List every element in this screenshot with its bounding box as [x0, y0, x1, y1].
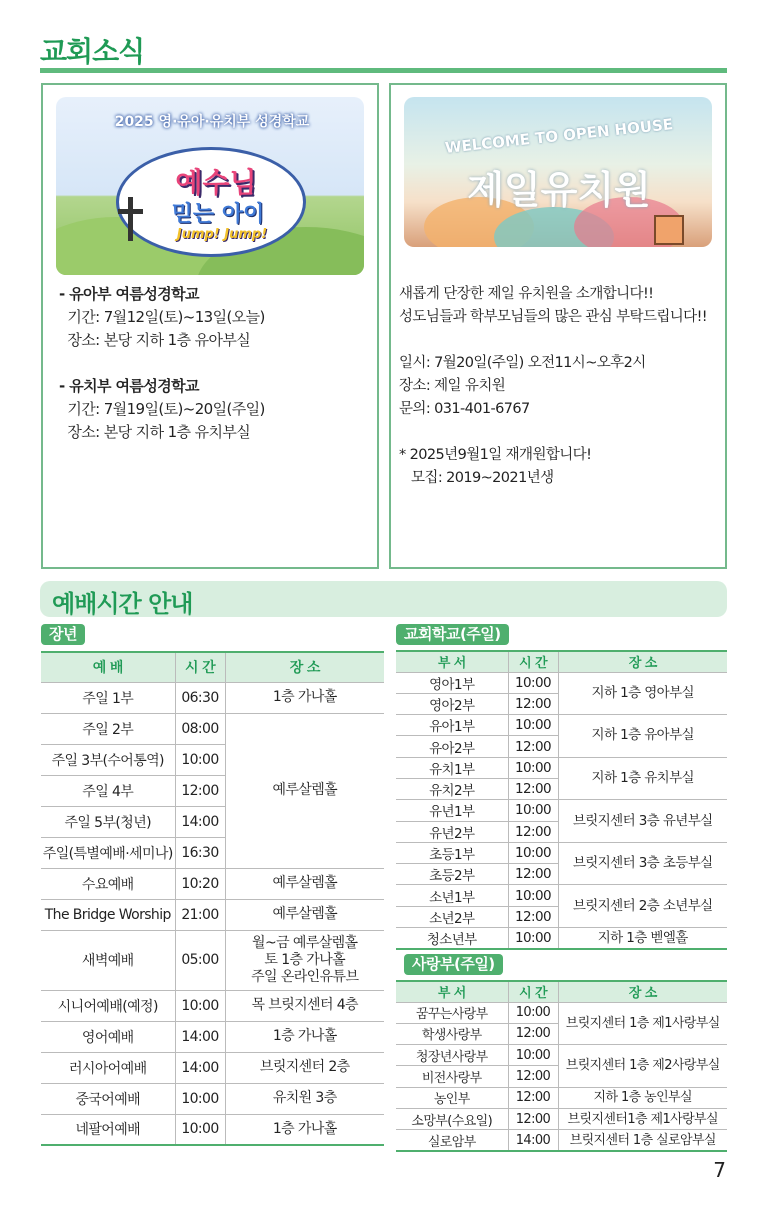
row-time: 10:00 — [508, 885, 558, 906]
worship-table — [41, 651, 384, 1146]
school-table — [396, 650, 727, 950]
row-place: 지하 1층 농인부실 — [558, 1087, 727, 1108]
row-time: 10:00 — [508, 757, 558, 778]
kindergarten-detail-line: * 2025년9월1일 재개원합니다! — [399, 447, 592, 463]
page-number: 7 — [713, 1158, 726, 1182]
row-name: 수요예배 — [41, 868, 175, 899]
row-name: 꿈꾸는사랑부 — [396, 1002, 508, 1023]
love-table — [396, 980, 727, 1152]
kindergarten-detail-line: 모집: 2019~2021년생 — [399, 470, 554, 486]
kindergarten-details — [399, 283, 707, 490]
row-name: 중국어예배 — [41, 1083, 175, 1114]
vbs-card — [41, 83, 379, 569]
row-time: 10:00 — [175, 744, 225, 775]
welcome-text: WELCOME TO OPEN HOUSE — [444, 115, 674, 157]
row-place: 브릿지센터 1층 제2사랑부실 — [558, 1045, 727, 1088]
table-row — [396, 715, 727, 736]
column-header: 장 소 — [558, 651, 727, 672]
row-time: 12:00 — [508, 1108, 558, 1129]
poster-main-text-2: 믿는 아이 — [171, 202, 265, 227]
row-time: 10:00 — [175, 1083, 225, 1114]
open-house-image — [404, 97, 712, 247]
row-name: 청장년사랑부 — [396, 1045, 508, 1066]
table-row — [396, 757, 727, 778]
row-name: 주일 3부(수어통역) — [41, 744, 175, 775]
kindergarten-name-text: 제일유치원 — [467, 168, 651, 212]
row-time: 12:00 — [508, 693, 558, 714]
vbs-detail-line: 기간: 7월19일(토)~20일(주일) — [59, 400, 265, 418]
poster-arc-text: 2025 영·유아·유치부 성경학교 — [114, 114, 310, 130]
row-name: 영아2부 — [396, 693, 508, 714]
table-row — [41, 713, 384, 744]
worship-label: 장년 — [41, 624, 85, 645]
row-time: 12:00 — [508, 821, 558, 842]
row-name: 초등2부 — [396, 864, 508, 885]
row-time: 14:00 — [508, 1130, 558, 1151]
kindergarten-detail-line: 문의: 031-401-6767 — [399, 401, 530, 417]
row-name: 주일(특별예배·세미나) — [41, 837, 175, 868]
table-row — [396, 800, 727, 821]
table-row — [41, 1083, 384, 1114]
row-time: 14:00 — [175, 806, 225, 837]
row-name: 유년2부 — [396, 821, 508, 842]
table-row — [41, 1114, 384, 1145]
row-time: 10:00 — [508, 715, 558, 736]
row-name: 주일 5부(청년) — [41, 806, 175, 837]
row-place: 목 브릿지센터 4층 — [225, 990, 384, 1021]
row-place: 지하 1층 유아부실 — [558, 715, 727, 758]
row-time: 05:00 — [175, 930, 225, 990]
kindergarten-detail-line: 새롭게 단장한 제일 유치원을 소개합니다!! — [399, 286, 654, 302]
row-name: 소망부(수요일) — [396, 1108, 508, 1129]
row-time: 14:00 — [175, 1021, 225, 1052]
table-row — [396, 928, 727, 950]
row-name: 영어예배 — [41, 1021, 175, 1052]
table-row — [396, 1045, 727, 1066]
row-place: 지하 1층 유치부실 — [558, 757, 727, 800]
page-title: 교회소식 — [40, 35, 145, 68]
table-header-row — [396, 981, 727, 1002]
row-place: 지하 1층 영아부실 — [558, 672, 727, 715]
title-divider — [40, 68, 727, 73]
row-place: 1층 가나홀 — [225, 682, 384, 713]
poster-sub-text: Jump! Jump! — [176, 227, 268, 242]
row-time: 14:00 — [175, 1052, 225, 1083]
cross-icon-bar — [118, 209, 143, 214]
kindergarten-detail-line: 일시: 7월20일(주일) 오전11시~오후2시 — [399, 355, 646, 371]
row-name: 소년1부 — [396, 885, 508, 906]
row-name: 새벽예배 — [41, 930, 175, 990]
service-section-header — [40, 581, 727, 617]
row-time: 12:00 — [508, 1087, 558, 1108]
row-place: 유치원 3층 — [225, 1083, 384, 1114]
row-time: 10:00 — [508, 842, 558, 863]
row-name: 네팔어예배 — [41, 1114, 175, 1145]
vbs-details — [59, 283, 265, 444]
row-time: 21:00 — [175, 899, 225, 930]
table-row — [396, 1087, 727, 1108]
vbs-detail-line: 기간: 7월12일(토)~13일(오늘) — [59, 308, 265, 326]
row-time: 12:00 — [508, 736, 558, 757]
vbs-poster-image — [56, 97, 364, 275]
row-name: 청소년부 — [396, 928, 508, 950]
row-time: 08:00 — [175, 713, 225, 744]
row-place: 브릿지센터 3층 초등부실 — [558, 842, 727, 885]
table-row — [396, 842, 727, 863]
kindergarten-card — [389, 83, 727, 569]
row-name: 유아1부 — [396, 715, 508, 736]
column-header: 시 간 — [508, 651, 558, 672]
row-time: 10:00 — [175, 990, 225, 1021]
row-name: 실로암부 — [396, 1130, 508, 1151]
column-header: 장 소 — [558, 981, 727, 1002]
row-time: 10:00 — [175, 1114, 225, 1145]
row-name: 농인부 — [396, 1087, 508, 1108]
table-row — [396, 1002, 727, 1023]
row-place: 월~금 예루살렘홀 토 1층 가나홀 주일 온라인유튜브 — [225, 930, 384, 990]
row-name: 주일 1부 — [41, 682, 175, 713]
table-row — [41, 990, 384, 1021]
vbs-detail-line: - 유치부 여름성경학교 — [59, 377, 199, 395]
row-time: 12:00 — [508, 906, 558, 927]
row-time: 10:00 — [508, 928, 558, 950]
row-time: 10:00 — [508, 1045, 558, 1066]
vbs-detail-line: 장소: 본당 지하 1층 유아부실 — [59, 331, 251, 349]
row-place: 브릿지센터1층 제1사랑부실 — [558, 1108, 727, 1129]
school-label: 교회학교(주일) — [396, 624, 509, 645]
table-row — [396, 672, 727, 693]
row-name: 소년2부 — [396, 906, 508, 927]
column-header: 부 서 — [396, 651, 508, 672]
column-header: 시 간 — [175, 652, 225, 682]
service-section-title: 예배시간 안내 — [52, 590, 193, 618]
row-place: 브릿지센터 1층 제1사랑부실 — [558, 1002, 727, 1045]
row-name: 유치1부 — [396, 757, 508, 778]
row-place: 예루살렘홀 — [225, 868, 384, 899]
kindergarten-detail-line — [399, 329, 707, 352]
row-name: 시니어예배(예정) — [41, 990, 175, 1021]
row-name: 초등1부 — [396, 842, 508, 863]
row-place: 1층 가나홀 — [225, 1114, 384, 1145]
row-place: 브릿지센터 3층 유년부실 — [558, 800, 727, 843]
row-place: 1층 가나홀 — [225, 1021, 384, 1052]
table-row — [41, 1052, 384, 1083]
vbs-detail-line: - 유아부 여름성경학교 — [59, 285, 199, 303]
poster-main-text-1: 예수님 — [175, 166, 257, 199]
row-place: 브릿지센터 2층 소년부실 — [558, 885, 727, 928]
row-time: 16:30 — [175, 837, 225, 868]
house-icon — [654, 215, 684, 245]
row-time: 10:20 — [175, 868, 225, 899]
row-time: 12:00 — [508, 1066, 558, 1087]
kindergarten-detail-line — [399, 421, 707, 444]
vbs-detail-line — [59, 352, 265, 375]
love-label: 사랑부(주일) — [404, 954, 503, 975]
table-header-row — [41, 652, 384, 682]
row-time: 12:00 — [508, 864, 558, 885]
table-row — [41, 682, 384, 713]
row-place: 예루살렘홀 — [225, 713, 384, 868]
row-name: 주일 2부 — [41, 713, 175, 744]
table-row — [396, 1130, 727, 1151]
row-name: 유아2부 — [396, 736, 508, 757]
row-time: 10:00 — [508, 1002, 558, 1023]
row-name: 유치2부 — [396, 778, 508, 799]
vbs-detail-line: 장소: 본당 지하 1층 유치부실 — [59, 423, 251, 441]
table-row — [41, 899, 384, 930]
row-name: 학생사랑부 — [396, 1023, 508, 1044]
column-header: 예 배 — [41, 652, 175, 682]
table-row — [396, 1108, 727, 1129]
column-header: 장 소 — [225, 652, 384, 682]
cross-icon — [128, 197, 133, 241]
row-name: 유년1부 — [396, 800, 508, 821]
table-row — [396, 885, 727, 906]
column-header: 부 서 — [396, 981, 508, 1002]
table-row — [41, 1021, 384, 1052]
row-place: 지하 1층 벧엘홀 — [558, 928, 727, 950]
row-name: 러시아어예배 — [41, 1052, 175, 1083]
row-name: 영아1부 — [396, 672, 508, 693]
row-place: 브릿지센터 1층 실로암부실 — [558, 1130, 727, 1151]
row-name: 주일 4부 — [41, 775, 175, 806]
row-name: The Bridge Worship — [41, 899, 175, 930]
row-name: 비전사랑부 — [396, 1066, 508, 1087]
column-header: 시 간 — [508, 981, 558, 1002]
kindergarten-detail-line: 장소: 제일 유치원 — [399, 378, 506, 394]
row-time: 06:30 — [175, 682, 225, 713]
kindergarten-detail-line: 성도님들과 학부모님들의 많은 관심 부탁드립니다!! — [399, 309, 708, 325]
row-time: 10:00 — [508, 672, 558, 693]
table-row — [41, 930, 384, 990]
row-time: 12:00 — [508, 778, 558, 799]
row-place: 예루살렘홀 — [225, 899, 384, 930]
row-time: 12:00 — [175, 775, 225, 806]
table-header-row — [396, 651, 727, 672]
row-time: 10:00 — [508, 800, 558, 821]
row-place: 브릿지센터 2층 — [225, 1052, 384, 1083]
row-time: 12:00 — [508, 1023, 558, 1044]
table-row — [41, 868, 384, 899]
